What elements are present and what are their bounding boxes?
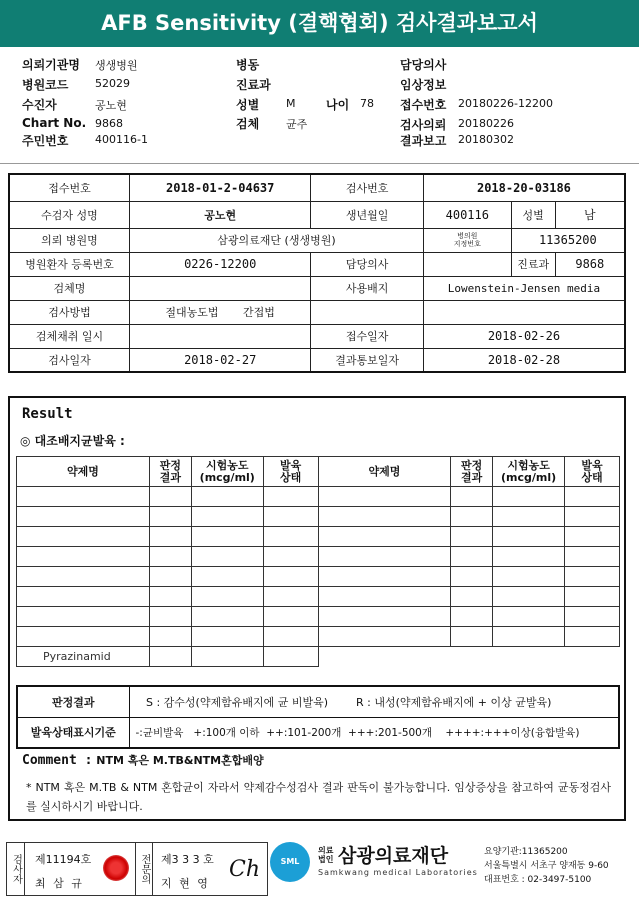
col-judge-2: 결과 xyxy=(159,470,181,484)
collect-label-cell: 검체채취 일시 xyxy=(9,324,130,348)
code-label: 병원코드 xyxy=(22,78,69,92)
col-conc-1: 시험농도 xyxy=(206,458,249,472)
growth-text: -:균비발육 +:100개 이하 ++:101-200개 +++:201-500개 ++++:+++이상(융합발육) xyxy=(129,717,619,748)
doctor-label-cell: 담당의사 xyxy=(311,252,424,276)
col-judge-1: 판정 xyxy=(159,458,181,472)
dob-cell: 400116 xyxy=(423,201,511,228)
table-row xyxy=(17,607,620,627)
judge-s: S : 감수성(약제함유배지에 균 비발육) xyxy=(146,695,329,709)
rrn-label: 주민번호 xyxy=(22,134,69,148)
comment-label: Comment : xyxy=(22,753,93,768)
growth-label: 발육상태표시기준 xyxy=(17,717,129,748)
hospital-cell: 삼광의료재단 (생생병원) xyxy=(130,228,424,252)
reg-label-cell: 병원환자 등록번호 xyxy=(9,252,130,276)
patient-value: 공노현 xyxy=(95,99,127,112)
table-row xyxy=(17,567,620,587)
doctor-cell xyxy=(423,252,511,276)
test-date-label-cell: 검사일자 xyxy=(9,348,130,372)
notify-label-cell: 결과통보일자 xyxy=(311,348,424,372)
method-1: 절대농도법 xyxy=(165,306,219,319)
org-prefix-2: 법인 xyxy=(318,855,334,864)
judge-label: 판정결과 xyxy=(17,686,129,717)
recv-no-cell: 2018-01-2-04637 xyxy=(130,174,311,201)
signature-box xyxy=(6,842,268,896)
table-row xyxy=(17,487,620,507)
col-drug: 약제명 xyxy=(17,457,150,487)
header-divider xyxy=(0,163,639,164)
col-conc-b-2: (mcg/ml) xyxy=(501,470,557,484)
report-title: AFB Sensitivity (결핵협회) 검사결과보고서 xyxy=(0,0,639,47)
method-empty-1 xyxy=(311,300,424,324)
name-label-cell: 수검자 성명 xyxy=(9,201,130,228)
tester-side-label: 검사자 xyxy=(7,843,25,895)
col-judge xyxy=(149,457,191,487)
signature: Ch xyxy=(229,857,261,882)
report-header xyxy=(0,52,639,160)
test-no-cell: 2018-20-03186 xyxy=(423,174,625,201)
name-cell: 공노현 xyxy=(130,201,311,228)
method-empty-2 xyxy=(423,300,625,324)
doctor-label: 담당의사 xyxy=(400,58,447,72)
org-prefix xyxy=(318,846,333,864)
pyrazinamid-cell: Pyrazinamid xyxy=(17,647,150,667)
col-growth-1: 발육 xyxy=(280,458,302,472)
table-row xyxy=(17,507,620,527)
hosp-no-label-1: 병의원 xyxy=(457,232,478,240)
org-prefix-1: 의료 xyxy=(318,846,334,855)
chart-label: Chart No. xyxy=(22,116,87,130)
recv-no-label: 접수번호 xyxy=(400,98,447,112)
comment-note: * NTM 혹은 M.TB & NTM 혼합균이 자라서 약제감수성검사 결과 판독이 불가능합니다. 임상증상을 참고하여 균동정검사를 실시하시기 바랍니다. xyxy=(26,781,611,813)
judge-text xyxy=(129,686,619,717)
specimen-value: 균주 xyxy=(286,118,308,131)
test-date-cell: 2018-02-27 xyxy=(130,348,311,372)
col-judge-b-1: 판정 xyxy=(461,458,483,472)
hosp-no-label-2: 지정번호 xyxy=(453,240,481,248)
patient-label: 수진자 xyxy=(22,98,57,112)
result-title: Result xyxy=(22,406,73,422)
req-label: 검사의뢰 xyxy=(400,118,447,132)
method-label-cell: 검사방법 xyxy=(9,300,130,324)
tester-no: 제11194호 xyxy=(35,853,92,866)
comment-text: NTM 혹은 M.TB&NTM혼합배양 xyxy=(96,754,264,767)
col-conc-b xyxy=(493,457,565,487)
judge-r: R : 내성(약제함유배지에 + 이상 균발육) xyxy=(356,695,552,709)
sex-label-cell: 성별 xyxy=(511,201,555,228)
medium-cell: Lowenstein-Jensen media xyxy=(423,276,625,300)
code-value: 52029 xyxy=(95,77,130,90)
recv-date-cell: 2018-02-26 xyxy=(423,324,625,348)
specialist-side-label: 전문의 xyxy=(135,843,153,895)
ward-label: 병동 xyxy=(236,58,260,72)
clinical-label: 임상정보 xyxy=(400,78,447,92)
drug-table-header xyxy=(17,457,620,487)
report-value: 20180302 xyxy=(458,133,514,146)
table-row xyxy=(17,527,620,547)
test-no-label-cell: 검사번호 xyxy=(311,174,424,201)
tester-name: 최 삼 규 xyxy=(35,877,84,890)
table-row xyxy=(17,587,620,607)
col-drug-2: 약제명 xyxy=(318,457,451,487)
report-label: 결과보고 xyxy=(400,134,447,148)
col-conc-2: (mcg/ml) xyxy=(199,470,255,484)
dept-label: 진료과 xyxy=(236,78,271,92)
hospital-label-cell: 의뢰 병원명 xyxy=(9,228,130,252)
legend-table xyxy=(16,685,620,749)
recv-date-label-cell: 접수일자 xyxy=(311,324,424,348)
col-conc xyxy=(191,457,263,487)
col-judge-b xyxy=(451,457,493,487)
comment xyxy=(22,752,264,768)
org-name: 삼광의료재단 xyxy=(338,845,449,867)
col-growth-b-1: 발육 xyxy=(581,458,603,472)
col-growth-b-2: 상태 xyxy=(581,470,603,484)
medium-label-cell: 사용배지 xyxy=(311,276,424,300)
col-growth-2: 상태 xyxy=(280,470,302,484)
org-addr: 서울특별시 서초구 양재동 9-60 xyxy=(484,861,609,871)
age-value: 78 xyxy=(360,97,374,110)
hosp-no-cell: 11365200 xyxy=(511,228,625,252)
recv-no-label-cell: 접수번호 xyxy=(9,174,130,201)
result-section xyxy=(8,396,626,821)
org-tel: 대표번호 : 02-3497-5100 xyxy=(484,875,592,885)
notify-date-cell: 2018-02-28 xyxy=(423,348,625,372)
reg-no-cell: 0226-12200 xyxy=(130,252,311,276)
rrn-value: 400116-1 xyxy=(95,133,148,146)
table-row xyxy=(17,547,620,567)
specimen-label: 검체 xyxy=(236,117,260,131)
collect-cell xyxy=(130,324,311,348)
drug-table xyxy=(16,456,620,667)
col-judge-b-2: 결과 xyxy=(461,470,483,484)
specimen-label-cell: 검체명 xyxy=(9,276,130,300)
culture-label: ◎ 대조배지균발육 : xyxy=(20,434,125,448)
dob-label-cell: 생년월일 xyxy=(311,201,424,228)
stamp-icon xyxy=(103,855,129,881)
col-conc-b-1: 시험농도 xyxy=(507,458,550,472)
table-row xyxy=(17,647,620,667)
chart-value: 9868 xyxy=(95,117,123,130)
method-2: 간접법 xyxy=(243,306,275,319)
sex-label: 성별 xyxy=(236,98,260,112)
dept-cell: 9868 xyxy=(555,252,625,276)
footer xyxy=(0,838,639,906)
org-en: Samkwang medical Laboratories xyxy=(318,868,478,877)
specialist-no: 제3 3 3 호 xyxy=(161,853,214,866)
specialist-name: 지 현 영 xyxy=(161,877,210,890)
dept-label-cell: 진료과 xyxy=(511,252,555,276)
inst-label: 의뢰기관명 xyxy=(22,58,80,72)
table-row xyxy=(17,627,620,647)
specimen-cell xyxy=(130,276,311,300)
age-label: 나이 xyxy=(326,98,350,112)
info-table xyxy=(8,173,626,373)
col-growth xyxy=(263,457,318,487)
hosp-no-label-cell xyxy=(423,228,511,252)
col-growth-b xyxy=(565,457,620,487)
sex-cell: 남 xyxy=(555,201,625,228)
sml-logo-icon: SML xyxy=(270,842,310,882)
org-code: 요양기관:11365200 xyxy=(484,847,568,857)
recv-no-value: 20180226-12200 xyxy=(458,97,553,110)
req-value: 20180226 xyxy=(458,117,514,130)
inst-value: 생생병원 xyxy=(95,59,138,72)
method-cell xyxy=(130,300,311,324)
sex-value: M xyxy=(286,97,296,110)
